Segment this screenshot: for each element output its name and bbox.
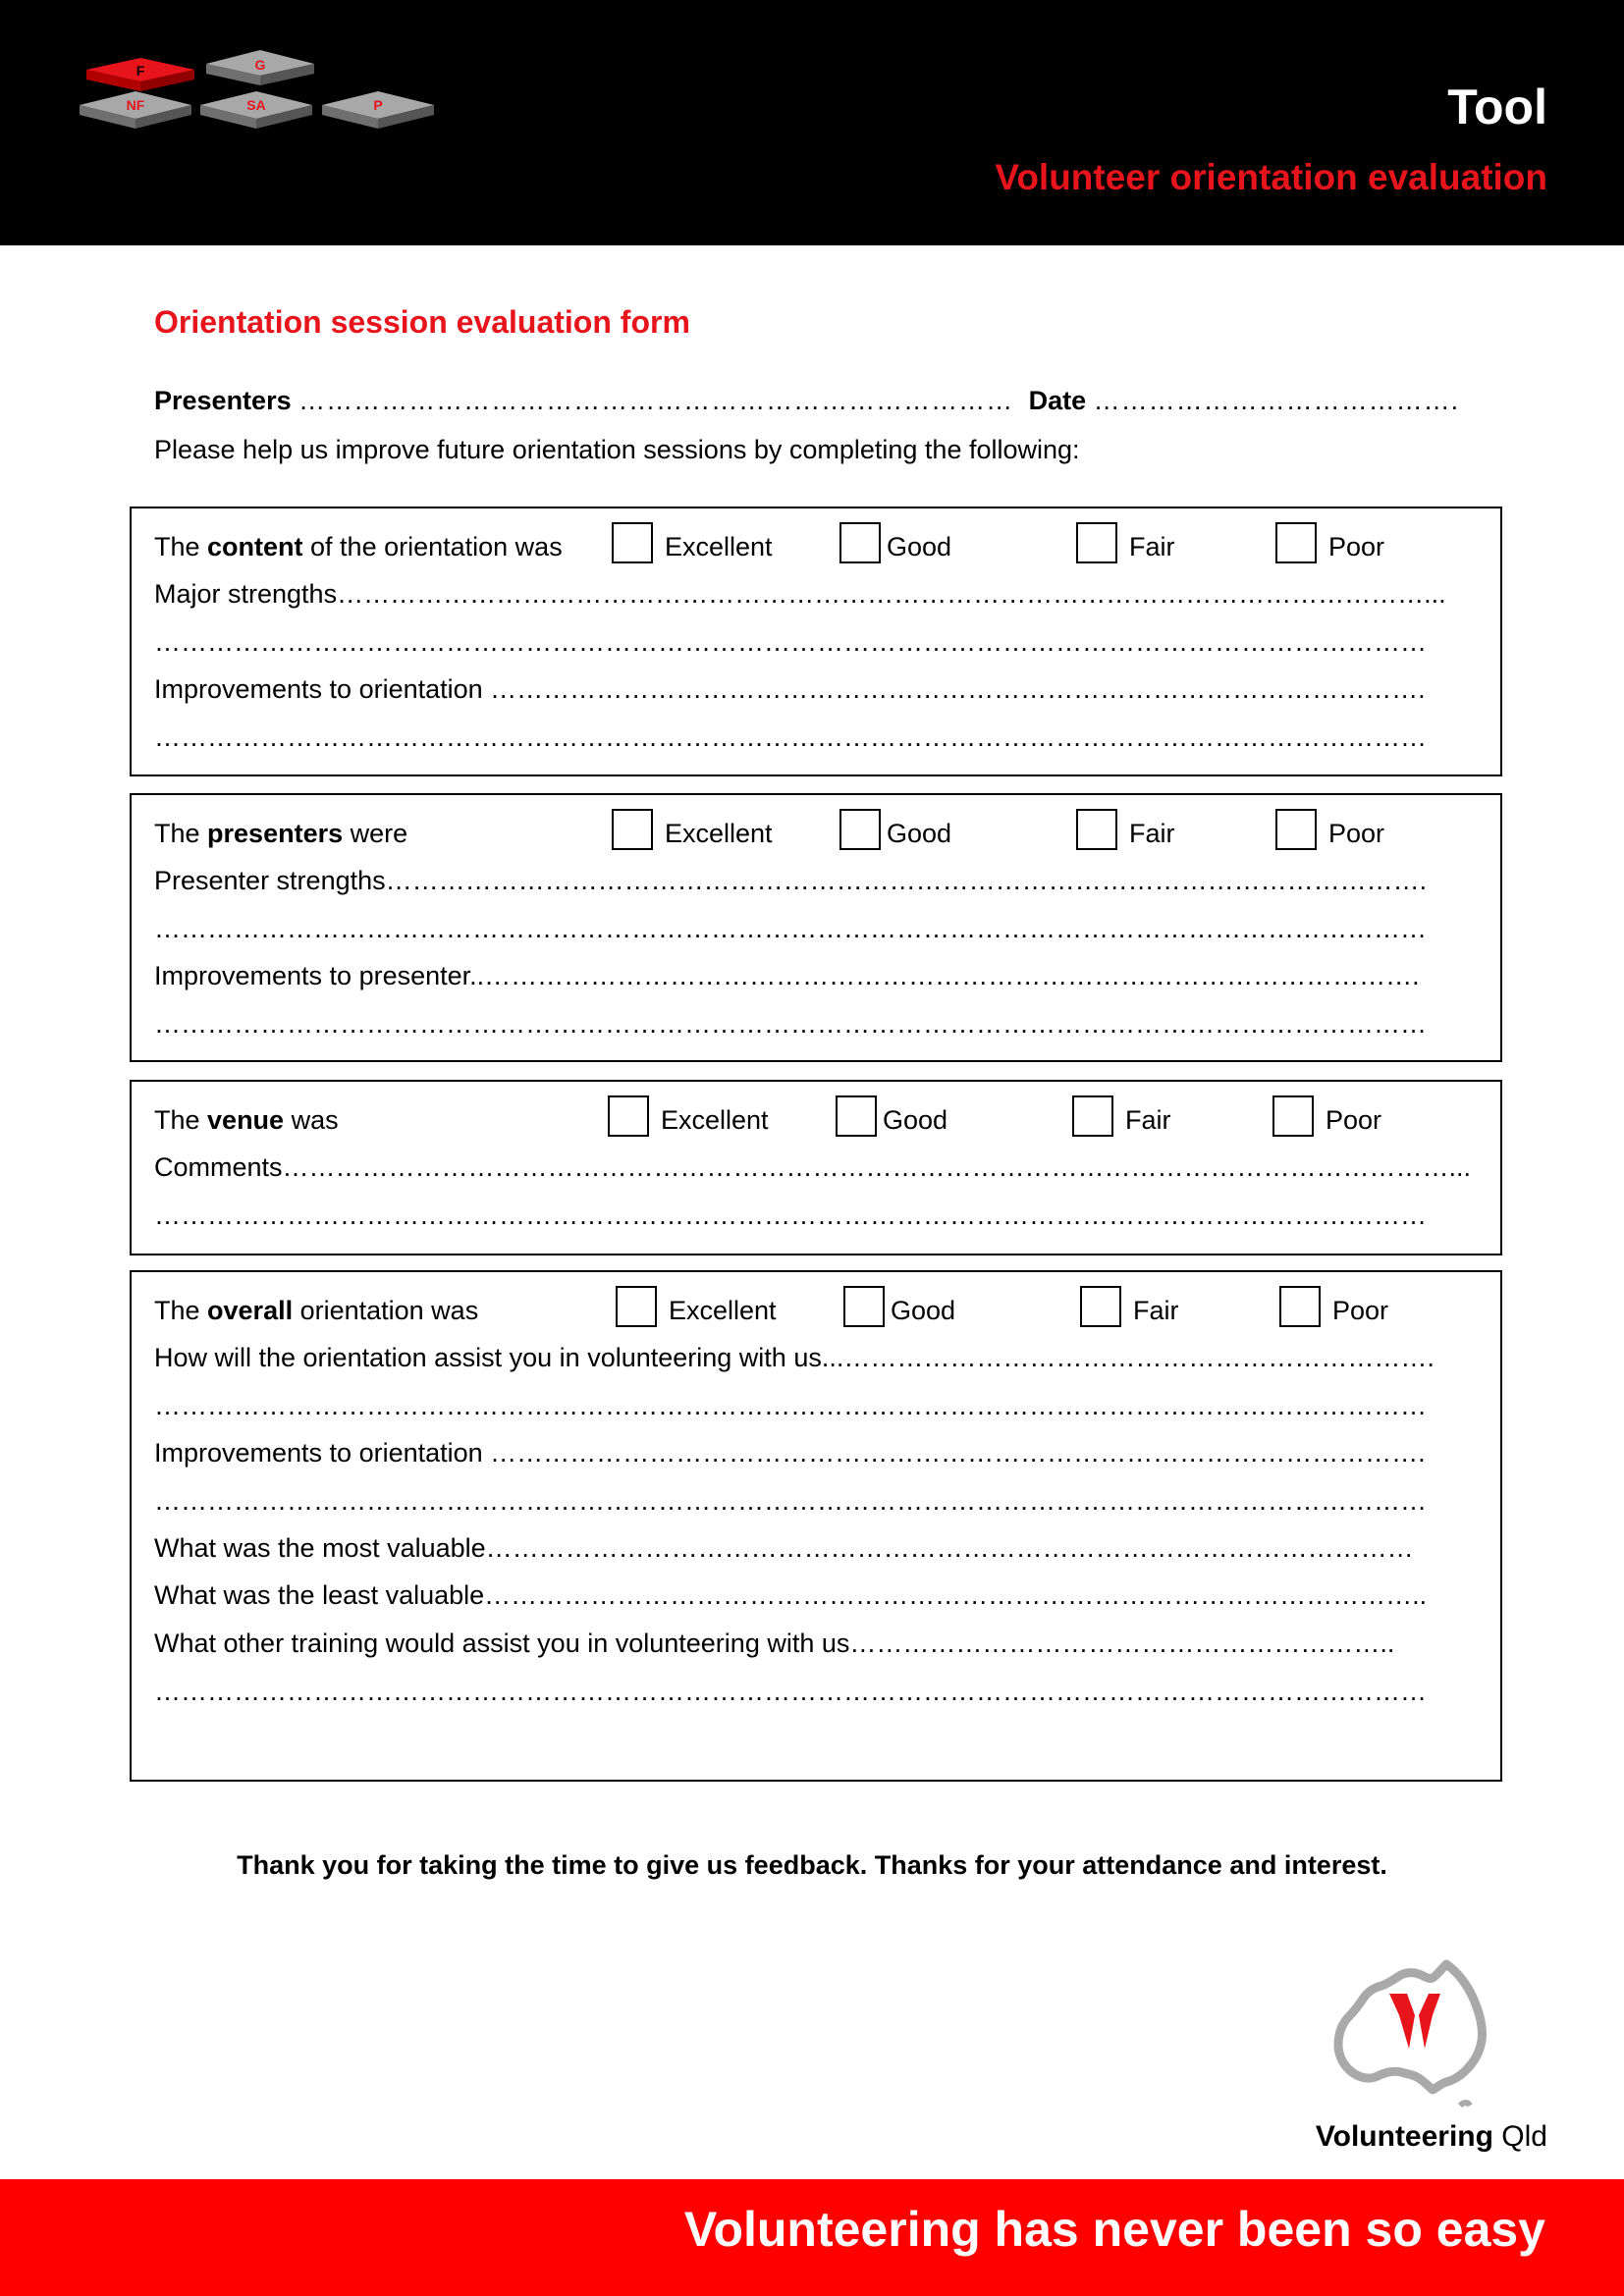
content-poor-checkbox[interactable] [1275, 522, 1317, 563]
overall-improvements-line[interactable]: Improvements to orientation ……………………………………………………………………………………………. [154, 1438, 1426, 1468]
presenters-section [130, 793, 1502, 1062]
fgnfsap-logo [74, 44, 447, 162]
content-fair-checkbox[interactable] [1076, 522, 1117, 563]
venue-comments-line-2[interactable]: ……………………………………………………………………………………………………………………………… [154, 1201, 1427, 1230]
most-valuable-line[interactable]: What was the most valuable…………………………………………………………………………………………… [154, 1533, 1414, 1563]
content-improvements-line[interactable]: Improvements to orientation ……………………………………………………………………………………………. [154, 674, 1426, 704]
overall-excellent-checkbox[interactable] [616, 1286, 657, 1327]
overall-question: The overall orientation was [154, 1296, 479, 1325]
presenters-fair-checkbox[interactable] [1076, 809, 1117, 850]
venue-good-checkbox[interactable] [836, 1095, 877, 1137]
overall-assist-line-2[interactable]: ……………………………………………………………………………………………………………………………… [154, 1391, 1427, 1420]
content-strengths-line-2[interactable]: ……………………………………………………………………………………………………………………………… [154, 627, 1427, 657]
footer-bar [0, 2179, 1624, 2296]
svg-text:F: F [135, 63, 145, 79]
presenter-strengths-line[interactable]: Presenter strengths………………………………………………………………………………………………………. [154, 866, 1428, 895]
presenters-good-checkbox[interactable] [839, 809, 881, 850]
presenter-strengths-line-2[interactable]: ……………………………………………………………………………………………………………………………… [154, 914, 1427, 943]
least-valuable-line[interactable]: What was the least valuable…………………………………………………………………………………………….. [154, 1580, 1428, 1610]
form-title: Orientation session evaluation form [154, 304, 690, 340]
overall-section [130, 1270, 1502, 1782]
presenters-field[interactable]: …………………………………………………………………… [298, 386, 1014, 415]
logo-tile-f [86, 58, 194, 91]
australia-map-logo-icon [1330, 1958, 1527, 2115]
presenters-excellent-checkbox[interactable] [612, 809, 653, 850]
logo-tile-p [322, 91, 434, 129]
logo-tile-sa [200, 91, 312, 129]
content-section [130, 507, 1502, 776]
other-training-line-2[interactable]: ……………………………………………………………………………………………………………………………… [154, 1677, 1427, 1706]
date-field[interactable]: …………………………………. [1093, 386, 1460, 415]
overall-improvements-line-2[interactable]: ……………………………………………………………………………………………………………………………… [154, 1486, 1427, 1516]
svg-text:NF: NF [126, 97, 145, 113]
volunteering-qld-wordmark: Volunteering Qld [1315, 2120, 1547, 2153]
tool-label: Tool [1447, 80, 1547, 134]
presenters-date-line [154, 386, 1459, 416]
content-rating-row: The content of the orientation was Excellent Good Fair Poor [154, 522, 1500, 567]
overall-assist-line[interactable]: How will the orientation assist you in volunteering with us...…………………………………………………………. [154, 1343, 1435, 1372]
overall-poor-checkbox[interactable] [1279, 1286, 1321, 1327]
content-improvements-line-2[interactable]: ……………………………………………………………………………………………………………………………… [154, 722, 1427, 752]
logo-tile-g [206, 50, 314, 85]
presenter-improvements-line-2[interactable]: ……………………………………………………………………………………………………………………………… [154, 1009, 1427, 1039]
content-strengths-line[interactable]: Major strengths……………………………………………………………………………………………………………... [154, 579, 1446, 609]
svg-text:G: G [254, 57, 266, 73]
overall-good-checkbox[interactable] [843, 1286, 885, 1327]
logo-tile-nf [80, 91, 191, 129]
venue-question: The venue was [154, 1105, 339, 1135]
presenter-improvements-line[interactable]: Improvements to presenter..……………………………………………………………………………………………. [154, 961, 1420, 990]
venue-comments-line[interactable]: Comments……………………………………………………………………………………………………………………... [154, 1152, 1472, 1182]
header-bar [0, 0, 1624, 245]
content-excellent-checkbox[interactable] [612, 522, 653, 563]
venue-section [130, 1080, 1502, 1255]
venue-excellent-checkbox[interactable] [608, 1095, 649, 1137]
svg-text:SA: SA [246, 97, 266, 113]
overall-rating-row: The overall orientation was Excellent Good Fair Poor [154, 1286, 1500, 1331]
content-question: The content of the orientation was [154, 532, 563, 561]
thank-you-message: Thank you for taking the time to give us feedback. Thanks for your attendance and interest. [237, 1850, 1387, 1880]
instructions: Please help us improve future orientation sessions by completing the following: [154, 435, 1080, 464]
document-subtitle: Volunteer orientation evaluation [995, 157, 1547, 197]
svg-text:P: P [373, 97, 383, 113]
venue-rating-row: The venue was Excellent Good Fair Poor [154, 1095, 1500, 1141]
venue-fair-checkbox[interactable] [1072, 1095, 1113, 1137]
presenters-question: The presenters were [154, 819, 408, 848]
presenters-label: Presenters [154, 386, 292, 415]
venue-poor-checkbox[interactable] [1272, 1095, 1314, 1137]
content-good-checkbox[interactable] [839, 522, 881, 563]
other-training-line[interactable]: What other training would assist you in volunteering with us…………………………………………………….. [154, 1629, 1395, 1658]
overall-fair-checkbox[interactable] [1080, 1286, 1121, 1327]
presenters-poor-checkbox[interactable] [1275, 809, 1317, 850]
date-label: Date [1028, 386, 1087, 415]
presenters-rating-row: The presenters were Excellent Good Fair Poor [154, 809, 1500, 854]
footer-slogan: Volunteering has never been so easy [683, 2202, 1545, 2257]
